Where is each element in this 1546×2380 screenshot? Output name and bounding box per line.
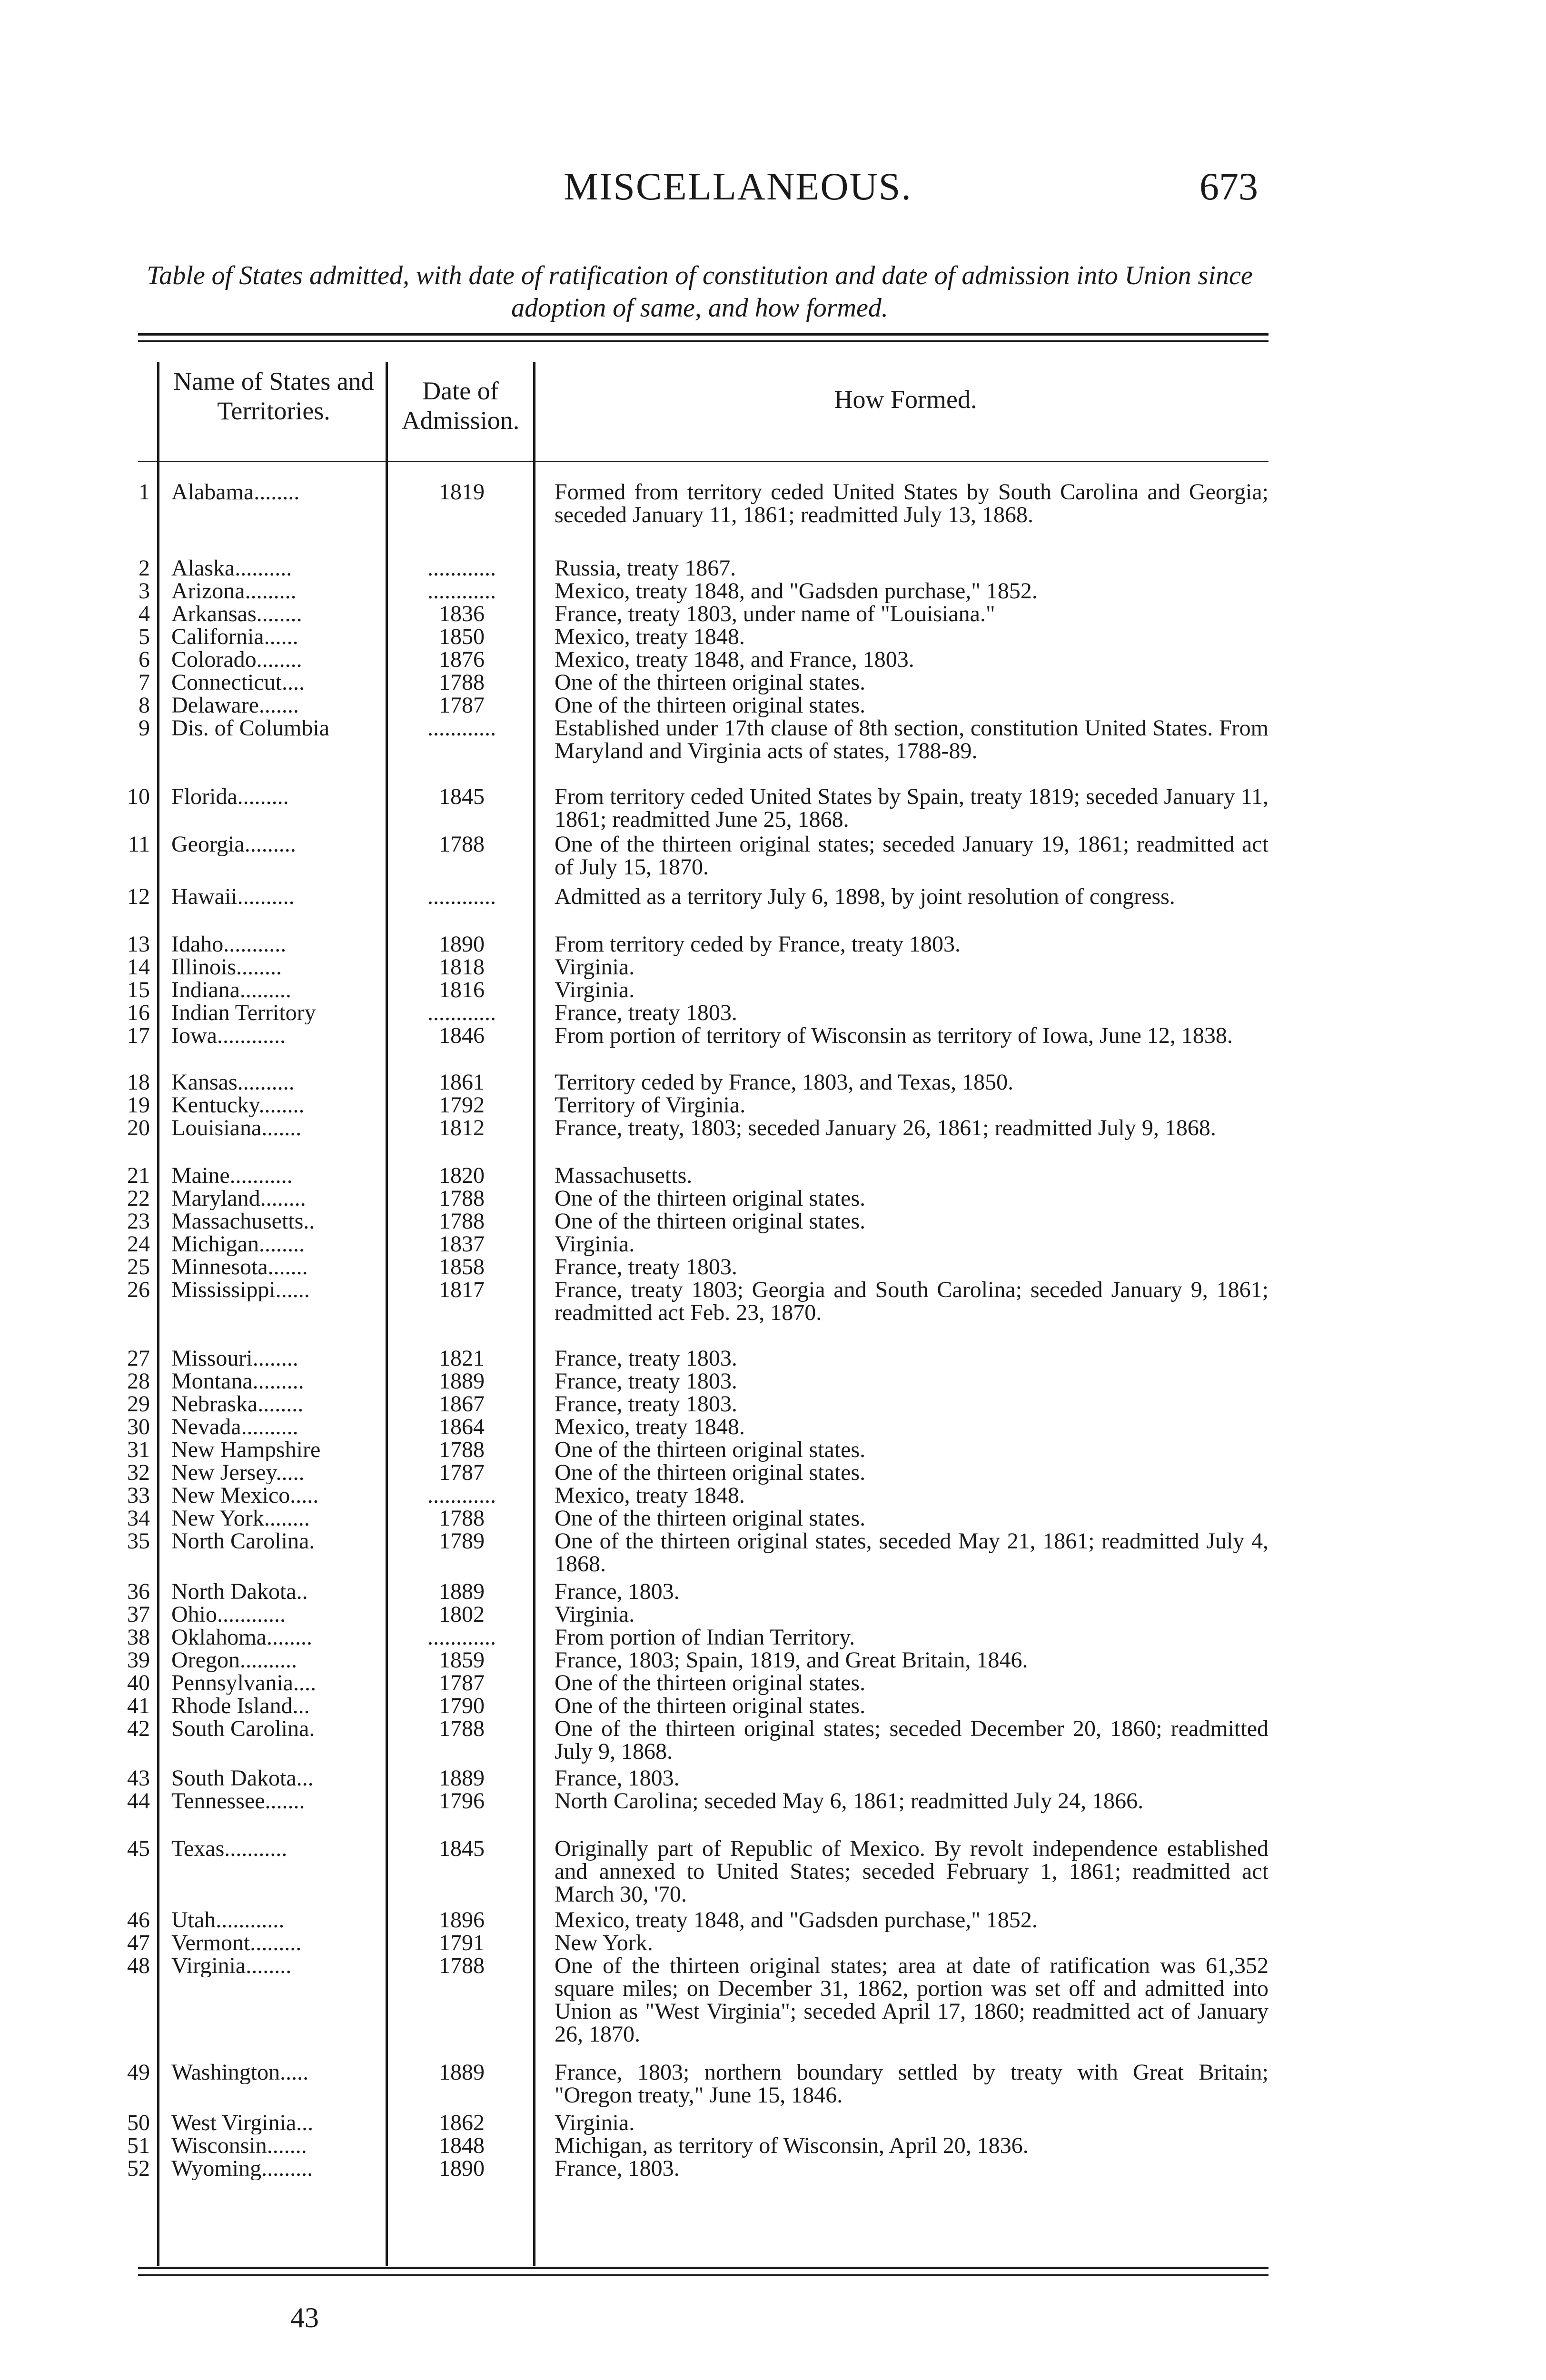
- row-date: 1889: [439, 1370, 485, 1393]
- row-date: ............: [427, 1002, 496, 1024]
- row-date: 1858: [439, 1256, 485, 1279]
- row-name: South Carolina.: [171, 1717, 315, 1740]
- row-name: Michigan........: [171, 1233, 305, 1256]
- row-num: 3: [139, 578, 150, 604]
- row-how: Territory ceded by France, 1803, and Texas, 1850.: [555, 1070, 1014, 1095]
- row-how: Mexico, treaty 1848, and "Gadsden purchase," 1852.: [555, 578, 1038, 604]
- row-how: Admitted as a territory July 6, 1898, by joint resolution of congress.: [555, 884, 1175, 909]
- row-how: From territory ceded United States by Spain, treaty 1819; seceded January 11, 1861; readmitted June 25, 1868.: [555, 784, 1269, 832]
- row-how: North Carolina; seceded May 6, 1861; readmitted July 24, 1866.: [555, 1788, 1144, 1814]
- row-date: 1788: [439, 1187, 485, 1210]
- row-name: Wisconsin.......: [171, 2134, 307, 2157]
- row-how: One of the thirteen original states, seceded May 21, 1861; readmitted July 4, 1868.: [555, 1528, 1269, 1577]
- row-num: 15: [127, 977, 150, 1002]
- row-date: ............: [427, 580, 496, 603]
- row-num: 51: [127, 2133, 150, 2158]
- row-name: Arkansas........: [171, 603, 302, 625]
- row-num: 31: [127, 1437, 150, 1462]
- row-num: 46: [127, 1907, 150, 1933]
- row-num: 7: [139, 670, 150, 695]
- row-name: Maine...........: [171, 1164, 293, 1187]
- row-date: ............: [427, 717, 496, 740]
- row-date: 1787: [439, 694, 485, 717]
- row-how: One of the thirteen original states; seceded December 20, 1860; readmitted July 9, 1868.: [555, 1716, 1269, 1764]
- row-how: France, treaty 1803.: [555, 1254, 737, 1279]
- row-num: 27: [127, 1346, 150, 1371]
- row-num: 30: [127, 1414, 150, 1439]
- row-how: Established under 17th clause of 8th section, constitution United States. From Maryland and Virginia acts of states, 1788-89.: [555, 715, 1269, 764]
- column-header-date: Date of Admission.: [401, 377, 520, 435]
- row-num: 22: [127, 1186, 150, 1211]
- row-how: Virginia.: [555, 2110, 635, 2135]
- row-date: 1790: [439, 1695, 485, 1717]
- row-num: 33: [127, 1483, 150, 1508]
- row-num: 34: [127, 1506, 150, 1531]
- row-how: France, treaty 1803, under name of "Louisiana.": [555, 601, 995, 626]
- row-how: Originally part of Republic of Mexico. By revolt independence established and annexed to United States; seceded February 1, 1861; readmitted act March 30, '70.: [555, 1836, 1269, 1907]
- row-how: France, 1803.: [555, 1579, 680, 1604]
- row-name: New Mexico.....: [171, 1484, 319, 1507]
- row-date: 1862: [439, 2112, 485, 2134]
- row-date: 1850: [439, 625, 485, 648]
- row-how: France, 1803.: [555, 2156, 680, 2181]
- row-num: 42: [127, 1716, 150, 1741]
- row-how: One of the thirteen original states.: [555, 1460, 866, 1485]
- row-date: 1787: [439, 1672, 485, 1695]
- row-name: Alabama........: [171, 481, 300, 504]
- row-name: Massachusetts..: [171, 1210, 315, 1233]
- row-num: 50: [127, 2110, 150, 2135]
- row-num: 11: [128, 832, 150, 857]
- row-num: 45: [127, 1836, 150, 1861]
- bottom-rule: [138, 2267, 1269, 2269]
- row-how: France, treaty, 1803; seceded January 26, 1861; readmitted July 9, 1868.: [555, 1115, 1216, 1140]
- row-date: 1819: [439, 481, 485, 504]
- row-how: France, treaty 1803.: [555, 1000, 737, 1025]
- row-num: 14: [127, 954, 150, 980]
- row-how: One of the thirteen original states.: [555, 670, 866, 695]
- row-date: 1820: [439, 1164, 485, 1187]
- row-how: Formed from territory ceded United States by South Carolina and Georgia; seceded January 11, 1861; readmitted July 13, 1868.: [555, 479, 1269, 527]
- row-how: France, treaty 1803.: [555, 1391, 737, 1417]
- row-name: Indiana.........: [171, 979, 291, 1002]
- bottom-rule-thin: [138, 2274, 1269, 2276]
- row-date: ............: [427, 1626, 496, 1649]
- row-name: Dis. of Columbia: [171, 717, 329, 740]
- row-name: Kansas..........: [171, 1071, 295, 1094]
- row-name: Washington.....: [171, 2061, 309, 2084]
- row-name: Indian Territory: [171, 1002, 316, 1024]
- row-how: Michigan, as territory of Wisconsin, April 20, 1836.: [555, 2133, 1029, 2158]
- row-name: Vermont.........: [171, 1932, 302, 1954]
- column-divider-2: [386, 362, 388, 2266]
- row-name: Delaware.......: [171, 694, 299, 717]
- row-num: 4: [139, 601, 150, 626]
- row-how: From portion of territory of Wisconsin as territory of Iowa, June 12, 1838.: [555, 1023, 1233, 1048]
- row-name: Illinois........: [171, 956, 282, 979]
- row-num: 47: [127, 1930, 150, 1955]
- row-date: 1788: [439, 833, 485, 856]
- column-divider-1: [157, 362, 159, 2266]
- row-how: One of the thirteen original states.: [555, 1506, 866, 1531]
- row-num: 19: [127, 1092, 150, 1118]
- row-name: Ohio............: [171, 1603, 286, 1626]
- row-name: Wyoming.........: [171, 2157, 313, 2180]
- row-date: 1845: [439, 785, 485, 808]
- row-date: 1818: [439, 956, 485, 979]
- row-how: One of the thirteen original states.: [555, 693, 866, 718]
- header-rule: [138, 461, 1269, 462]
- row-date: 1788: [439, 671, 485, 694]
- row-how: Virginia.: [555, 954, 635, 980]
- row-date: 1789: [439, 1530, 485, 1553]
- row-name: Texas...........: [171, 1837, 287, 1860]
- row-date: 1817: [439, 1279, 485, 1301]
- row-name: Hawaii..........: [171, 885, 295, 908]
- row-how: Mexico, treaty 1848.: [555, 624, 745, 649]
- row-name: Georgia.........: [171, 833, 296, 856]
- row-date: 1788: [439, 1438, 485, 1461]
- row-num: 16: [127, 1000, 150, 1025]
- row-name: Maryland........: [171, 1187, 306, 1210]
- row-date: 1889: [439, 2061, 485, 2084]
- row-name: California......: [171, 625, 298, 648]
- row-name: South Dakota...: [171, 1767, 314, 1790]
- row-date: 1890: [439, 933, 485, 956]
- row-date: 1836: [439, 603, 485, 625]
- row-num: 8: [139, 693, 150, 718]
- row-how: Mexico, treaty 1848.: [555, 1483, 745, 1508]
- row-num: 36: [127, 1579, 150, 1604]
- row-name: Alaska..........: [171, 557, 292, 580]
- row-how: Mexico, treaty 1848, and "Gadsden purchase," 1852.: [555, 1907, 1038, 1933]
- row-how: Virginia.: [555, 1602, 635, 1627]
- row-num: 13: [127, 932, 150, 957]
- row-date: ............: [427, 885, 496, 908]
- row-how: New York.: [555, 1930, 653, 1955]
- row-name: Montana.........: [171, 1370, 304, 1393]
- row-num: 1: [139, 479, 150, 505]
- row-date: 1876: [439, 648, 485, 671]
- row-date: 1802: [439, 1603, 485, 1626]
- signature-mark: 43: [290, 2302, 319, 2333]
- row-num: 29: [127, 1391, 150, 1417]
- row-date: 1846: [439, 1024, 485, 1047]
- row-name: Colorado........: [171, 648, 302, 671]
- row-num: 52: [127, 2156, 150, 2181]
- row-date: 1788: [439, 1954, 485, 1977]
- row-num: 18: [127, 1070, 150, 1095]
- row-how: France, treaty 1803; Georgia and South Carolina; seceded January 9, 1861; readmitted act Feb. 23, 1870.: [555, 1277, 1269, 1325]
- row-date: 1845: [439, 1837, 485, 1860]
- row-num: 9: [139, 715, 150, 741]
- row-date: 1889: [439, 1767, 485, 1790]
- column-header-name: Name of States and Territories.: [173, 367, 374, 425]
- row-num: 12: [127, 884, 150, 909]
- row-num: 20: [127, 1115, 150, 1140]
- page-number: 673: [1199, 165, 1258, 208]
- row-how: France, treaty 1803.: [555, 1346, 737, 1371]
- row-how: From territory ceded by France, treaty 1803.: [555, 932, 961, 957]
- row-date: 1848: [439, 2134, 485, 2157]
- row-how: One of the thirteen original states; area at date of ratification was 61,352 square miles; on December 31, 1862, portion was set off and admitted into Union as "West Virginia"; seceded April 17, 1860; readmitted act of January 26, 1870.: [555, 1953, 1269, 2047]
- row-num: 48: [127, 1953, 150, 1978]
- row-date: 1787: [439, 1461, 485, 1484]
- row-date: 1889: [439, 1580, 485, 1603]
- row-name: New Jersey.....: [171, 1461, 305, 1484]
- row-num: 38: [127, 1625, 150, 1650]
- row-how: Virginia.: [555, 1231, 635, 1257]
- row-num: 21: [127, 1163, 150, 1188]
- row-num: 49: [127, 2060, 150, 2085]
- row-num: 25: [127, 1254, 150, 1279]
- row-num: 41: [127, 1693, 150, 1718]
- row-name: Utah............: [171, 1909, 285, 1932]
- row-num: 2: [139, 555, 150, 581]
- column-divider-3: [533, 362, 535, 2266]
- row-name: Virginia........: [171, 1954, 292, 1977]
- row-how: France, 1803.: [555, 1765, 680, 1791]
- row-how: One of the thirteen original states.: [555, 1670, 866, 1696]
- row-how: One of the thirteen original states; seceded January 19, 1861; readmitted act of July 15, 1870.: [555, 832, 1269, 880]
- row-how: France, 1803; Spain, 1819, and Great Britain, 1846.: [555, 1647, 1028, 1673]
- row-name: Arizona.........: [171, 580, 297, 603]
- row-date: 1788: [439, 1717, 485, 1740]
- row-date: 1867: [439, 1393, 485, 1416]
- row-num: 24: [127, 1231, 150, 1257]
- page-header-title: MISCELLANEOUS.: [564, 165, 912, 208]
- row-name: Nevada..........: [171, 1416, 298, 1438]
- row-how: France, 1803; northern boundary settled by treaty with Great Britain; "Oregon treaty," June 15, 1846.: [555, 2060, 1269, 2108]
- row-num: 6: [139, 647, 150, 672]
- row-date: 1861: [439, 1071, 485, 1094]
- row-date: 1791: [439, 1932, 485, 1954]
- column-header-how: How Formed.: [834, 385, 977, 414]
- row-how: Russia, treaty 1867.: [555, 555, 736, 581]
- row-name: Mississippi......: [171, 1279, 310, 1301]
- row-name: Tennessee.......: [171, 1790, 305, 1813]
- row-date: 1812: [439, 1117, 485, 1140]
- row-name: Louisiana.......: [171, 1117, 302, 1140]
- row-date: 1864: [439, 1416, 485, 1438]
- row-name: Missouri........: [171, 1347, 298, 1370]
- row-name: New York........: [171, 1507, 310, 1530]
- top-rule: [138, 333, 1269, 336]
- row-num: 39: [127, 1647, 150, 1673]
- row-how: France, treaty 1803.: [555, 1368, 737, 1394]
- row-num: 10: [127, 784, 150, 809]
- row-date: 1788: [439, 1210, 485, 1233]
- row-num: 26: [127, 1277, 150, 1302]
- row-date: 1792: [439, 1094, 485, 1117]
- row-num: 32: [127, 1460, 150, 1485]
- row-date: 1796: [439, 1790, 485, 1813]
- row-name: Rhode Island...: [171, 1695, 310, 1717]
- row-date: 1837: [439, 1233, 485, 1256]
- row-name: Kentucky........: [171, 1094, 305, 1117]
- row-how: Mexico, treaty 1848.: [555, 1414, 745, 1439]
- row-date: 1821: [439, 1347, 485, 1370]
- row-num: 43: [127, 1765, 150, 1791]
- row-name: Minnesota.......: [171, 1256, 308, 1279]
- row-date: 1896: [439, 1909, 485, 1932]
- row-how: One of the thirteen original states.: [555, 1693, 866, 1718]
- row-name: Iowa............: [171, 1024, 286, 1047]
- row-name: West Virginia...: [171, 2112, 314, 2134]
- row-how: Massachusetts.: [555, 1163, 693, 1188]
- row-num: 35: [127, 1528, 150, 1554]
- row-name: North Dakota..: [171, 1580, 308, 1603]
- row-how: From portion of Indian Territory.: [555, 1625, 855, 1650]
- row-num: 28: [127, 1368, 150, 1394]
- row-date: 1890: [439, 2157, 485, 2180]
- top-rule-thin: [138, 340, 1269, 342]
- row-num: 17: [127, 1023, 150, 1048]
- row-how: Territory of Virginia.: [555, 1092, 746, 1118]
- row-how: Virginia.: [555, 977, 635, 1002]
- row-num: 37: [127, 1602, 150, 1627]
- row-num: 5: [139, 624, 150, 649]
- row-name: New Hampshire: [171, 1438, 321, 1461]
- row-name: Nebraska........: [171, 1393, 304, 1416]
- row-num: 40: [127, 1670, 150, 1696]
- row-name: Florida.........: [171, 785, 289, 808]
- row-date: 1816: [439, 979, 485, 1002]
- row-name: Idaho...........: [171, 933, 287, 956]
- row-how: One of the thirteen original states.: [555, 1186, 866, 1211]
- row-name: Oklahoma........: [171, 1626, 312, 1649]
- row-date: 1788: [439, 1507, 485, 1530]
- row-name: Oregon..........: [171, 1649, 297, 1672]
- row-how: One of the thirteen original states.: [555, 1209, 866, 1234]
- row-date: ............: [427, 1484, 496, 1507]
- row-name: North Carolina.: [171, 1530, 315, 1553]
- row-name: Connecticut....: [171, 671, 305, 694]
- row-how: Mexico, treaty 1848, and France, 1803.: [555, 647, 914, 672]
- row-date: ............: [427, 557, 496, 580]
- row-how: One of the thirteen original states.: [555, 1437, 866, 1462]
- row-num: 23: [127, 1209, 150, 1234]
- row-num: 44: [127, 1788, 150, 1814]
- row-name: Pennsylvania....: [171, 1672, 316, 1695]
- table-caption: Table of States admitted, with date of ratification of constitution and date of admission into Union since adoption of same, and how formed.: [147, 261, 1253, 323]
- row-date: 1859: [439, 1649, 485, 1672]
